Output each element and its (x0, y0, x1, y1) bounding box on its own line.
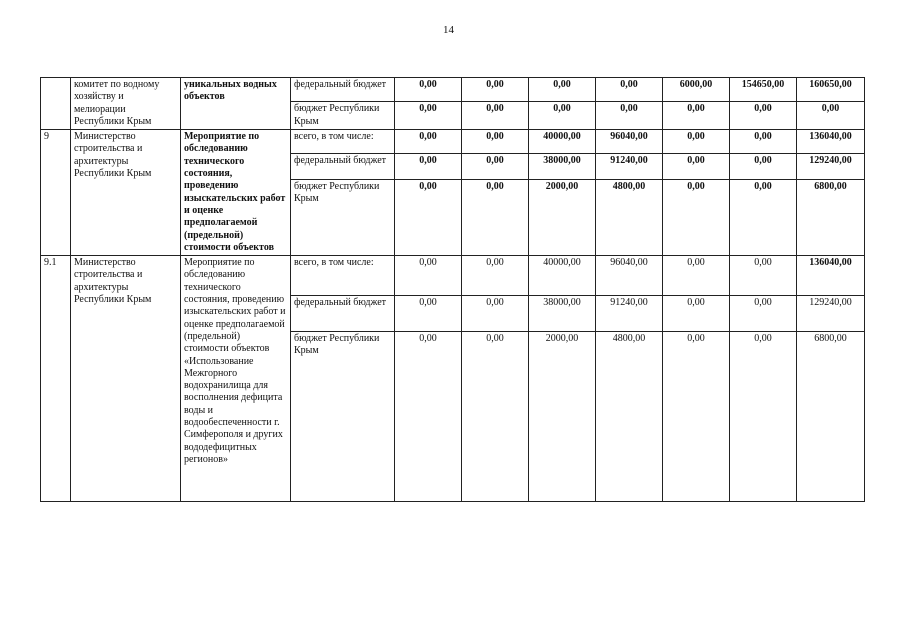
value-cell: 38000,00 (529, 296, 596, 332)
funding-source-cell: бюджет Республики Крым (291, 102, 395, 130)
row-number (41, 78, 71, 130)
value-cell: 0,00 (395, 180, 462, 256)
table-row (41, 256, 865, 296)
value-cell: 0,00 (462, 154, 529, 180)
value-cell: 0,00 (395, 154, 462, 180)
value-cell: 40000,00 (529, 256, 596, 296)
value-cell: 0,00 (663, 296, 730, 332)
value-cell: 0,00 (395, 102, 462, 130)
value-cell: 0,00 (596, 102, 663, 130)
value-cell: 40000,00 (529, 130, 596, 154)
table-row (41, 130, 865, 154)
executor-cell: комитет по водному хозяйству и мелиорации Республики Крым (71, 78, 181, 130)
value-cell: 96040,00 (596, 256, 663, 296)
value-cell: 91240,00 (596, 154, 663, 180)
activity-cell: Мероприятие по обследованию технического состояния, проведению изыскательских работ и оценке предполагаемой (предельной) стоимости объектов (181, 130, 291, 256)
value-cell: 0,00 (395, 78, 462, 102)
total-value-cell: 6800,00 (797, 180, 865, 256)
value-cell: 0,00 (730, 154, 797, 180)
value-cell: 38000,00 (529, 154, 596, 180)
value-cell: 0,00 (462, 78, 529, 102)
value-cell: 0,00 (395, 256, 462, 296)
value-cell: 2000,00 (529, 332, 596, 502)
total-value-cell: 129240,00 (797, 296, 865, 332)
value-cell: 0,00 (462, 296, 529, 332)
funding-source-cell: бюджет Республики Крым (291, 180, 395, 256)
value-cell: 0,00 (730, 296, 797, 332)
value-cell: 0,00 (462, 102, 529, 130)
total-value-cell: 136040,00 (797, 130, 865, 154)
funding-source-cell: федеральный бюджет (291, 296, 395, 332)
value-cell: 0,00 (462, 180, 529, 256)
value-cell: 0,00 (596, 78, 663, 102)
value-cell: 6000,00 (663, 78, 730, 102)
value-cell: 4800,00 (596, 332, 663, 502)
funding-source-cell: всего, в том числе: (291, 130, 395, 154)
value-cell: 0,00 (663, 332, 730, 502)
value-cell: 0,00 (395, 332, 462, 502)
value-cell: 0,00 (395, 296, 462, 332)
total-value-cell: 129240,00 (797, 154, 865, 180)
value-cell: 96040,00 (596, 130, 663, 154)
funding-source-cell: федеральный бюджет (291, 78, 395, 102)
value-cell: 0,00 (663, 154, 730, 180)
value-cell: 0,00 (462, 256, 529, 296)
value-cell: 0,00 (529, 78, 596, 102)
total-value-cell: 136040,00 (797, 256, 865, 296)
total-value-cell: 160650,00 (797, 78, 865, 102)
value-cell: 0,00 (663, 102, 730, 130)
executor-cell: Министерство строительства и архитектуры Республики Крым (71, 256, 181, 502)
funding-source-cell: федеральный бюджет (291, 154, 395, 180)
page-number: 14 (443, 24, 454, 36)
value-cell: 154650,00 (730, 78, 797, 102)
total-value-cell: 6800,00 (797, 332, 865, 502)
funding-source-cell: всего, в том числе: (291, 256, 395, 296)
funding-source-cell: бюджет Республики Крым (291, 332, 395, 502)
value-cell: 4800,00 (596, 180, 663, 256)
value-cell: 0,00 (462, 332, 529, 502)
activity-cell: уникальных водных объектов (181, 78, 291, 130)
value-cell: 0,00 (462, 130, 529, 154)
total-value-cell: 0,00 (797, 102, 865, 130)
value-cell: 91240,00 (596, 296, 663, 332)
value-cell: 0,00 (663, 180, 730, 256)
activity-cell: Мероприятие по обследованию технического состояния, проведению изыскательских работ и оценке предполагаемой (предельной) стоимости объектов «Использование Межгорного водохранилища для восполнения дефицита воды и водообеспеченности г. Симферополя и других вододефицитных регионов» (181, 256, 291, 502)
value-cell: 0,00 (529, 102, 596, 130)
row-number: 9 (41, 130, 71, 256)
value-cell: 0,00 (663, 130, 730, 154)
budget-table (40, 77, 865, 502)
table-row (41, 78, 865, 102)
value-cell: 0,00 (730, 180, 797, 256)
value-cell: 2000,00 (529, 180, 596, 256)
value-cell: 0,00 (730, 256, 797, 296)
value-cell: 0,00 (395, 130, 462, 154)
value-cell: 0,00 (663, 256, 730, 296)
row-number: 9.1 (41, 256, 71, 502)
executor-cell: Министерство строительства и архитектуры Республики Крым (71, 130, 181, 256)
value-cell: 0,00 (730, 332, 797, 502)
value-cell: 0,00 (730, 102, 797, 130)
value-cell: 0,00 (730, 130, 797, 154)
